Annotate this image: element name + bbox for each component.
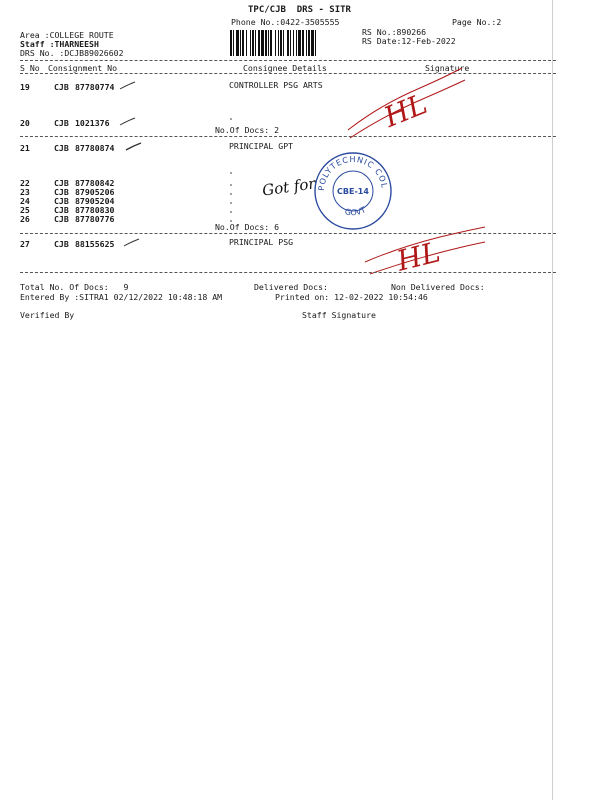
row-sno: 24 <box>20 196 30 206</box>
svg-text:POLYTECHNIC COLLEGE: POLYTECHNIC COL <box>316 154 389 192</box>
handwritten-receipt: Got for <box>261 174 317 200</box>
barcode-bar <box>280 30 282 56</box>
row-prefix: CJB <box>54 82 69 92</box>
barcode-bar <box>302 30 304 56</box>
dot-marker <box>228 116 234 122</box>
group-divider <box>20 136 556 137</box>
barcode-bar <box>255 30 256 56</box>
area: Area :COLLEGE ROUTE <box>20 30 114 40</box>
barcode-bar <box>283 30 284 56</box>
row-consignee: PRINCIPAL PSG <box>229 237 294 247</box>
sign-hl: HL <box>393 235 444 278</box>
barcode-bar <box>278 30 279 56</box>
dot-markers <box>228 170 234 226</box>
barcode-bar <box>246 30 247 56</box>
barcode-bar <box>250 30 251 56</box>
barcode-bar <box>230 30 232 56</box>
svg-text:CBE-14: CBE-14 <box>337 187 369 196</box>
barcode-bar <box>311 30 314 56</box>
scan-edge <box>552 0 553 800</box>
verified-by: Verified By <box>20 310 75 320</box>
row-prefix: CJB <box>54 143 69 153</box>
col-consignment: Consignment No <box>48 63 118 73</box>
row-sno: 19 <box>20 82 30 92</box>
total-docs: Total No. Of Docs: 9 <box>20 282 129 292</box>
barcode-bar <box>265 30 267 56</box>
barcode-bar <box>315 30 316 56</box>
tick-mark-icon <box>118 80 138 92</box>
tick-mark-icon <box>122 237 142 249</box>
row-prefix: CJB <box>54 187 69 197</box>
barcode-bar <box>236 30 239 56</box>
staff: Staff :THARNEESH <box>20 39 99 49</box>
row-prefix: CJB <box>54 118 69 128</box>
drs-number: DRS No. :DCJB89026602 <box>20 48 124 58</box>
footer-divider <box>20 272 556 273</box>
barcode <box>229 30 345 56</box>
non-delivered-docs: Non Delivered Docs: <box>391 282 485 292</box>
row-sno: 23 <box>20 187 30 197</box>
svg-text:GOVT: GOVT <box>343 205 368 218</box>
barcode-bar <box>293 30 294 56</box>
header-divider <box>20 60 556 61</box>
col-sno: S No <box>20 63 40 73</box>
barcode-bar <box>296 30 297 56</box>
barcode-bar <box>242 30 244 56</box>
row-consignment: 87905204 <box>75 196 115 206</box>
row-sno: 25 <box>20 205 30 215</box>
tick-mark-icon <box>124 141 144 153</box>
tick-mark-icon <box>118 116 138 128</box>
delivered-docs: Delivered Docs: <box>254 282 328 292</box>
barcode-bar <box>298 30 301 56</box>
docs-count: No.Of Docs: 6 <box>215 222 280 232</box>
rs-date: RS Date:12-Feb-2022 <box>362 36 456 46</box>
row-sno: 21 <box>20 143 30 153</box>
staff-signature: Staff Signature <box>302 310 376 320</box>
row-sno: 26 <box>20 214 30 224</box>
college-stamp <box>312 150 394 236</box>
columns-divider <box>20 73 556 74</box>
barcode-bar <box>270 30 272 56</box>
row-consignee: CONTROLLER PSG ARTS <box>229 80 323 90</box>
rs-number: RS No.:890266 <box>362 27 427 37</box>
printed-on: Printed on: 12-02-2022 10:54:46 <box>275 292 428 302</box>
row-consignment: 87780874 <box>75 143 115 153</box>
page-number: Page No.:2 <box>452 17 502 27</box>
row-consignment: 87780774 <box>75 82 115 92</box>
docs-count: No.Of Docs: 2 <box>215 125 280 135</box>
row-consignee: PRINCIPAL GPT <box>229 141 294 151</box>
entered-by: Entered By :SITRA1 02/12/2022 10:48:18 AM <box>20 292 223 302</box>
phone-number: Phone No.:0422-3505555 <box>231 17 340 27</box>
report-title: TPC/CJB DRS - SITR <box>248 5 351 15</box>
row-consignment: 87905206 <box>75 187 115 197</box>
row-prefix: CJB <box>54 178 69 188</box>
barcode-bar <box>275 30 276 56</box>
barcode-bar <box>233 30 234 56</box>
barcode-bar <box>268 30 269 56</box>
barcode-bar <box>240 30 241 56</box>
row-consignment: 1021376 <box>75 118 110 128</box>
row-prefix: CJB <box>54 205 69 215</box>
row-consignment: 88155625 <box>75 239 115 249</box>
barcode-bar <box>252 30 254 56</box>
barcode-bar <box>261 30 264 56</box>
row-consignment: 87780842 <box>75 178 115 188</box>
col-signature: Signature <box>425 63 470 73</box>
row-consignment: 87780776 <box>75 214 115 224</box>
row-sno: 22 <box>20 178 30 188</box>
barcode-bar <box>290 30 291 56</box>
row-consignment: 87780830 <box>75 205 115 215</box>
row-prefix: CJB <box>54 196 69 206</box>
row-sno: 27 <box>20 239 30 249</box>
barcode-bar <box>258 30 260 56</box>
barcode-bar <box>287 30 289 56</box>
row-prefix: CJB <box>54 239 69 249</box>
col-consignee: Consignee Details <box>243 63 327 73</box>
row-prefix: CJB <box>54 214 69 224</box>
barcode-bar <box>308 30 310 56</box>
barcode-bar <box>306 30 307 56</box>
sign-hl: HL <box>379 87 432 134</box>
row-sno: 20 <box>20 118 30 128</box>
